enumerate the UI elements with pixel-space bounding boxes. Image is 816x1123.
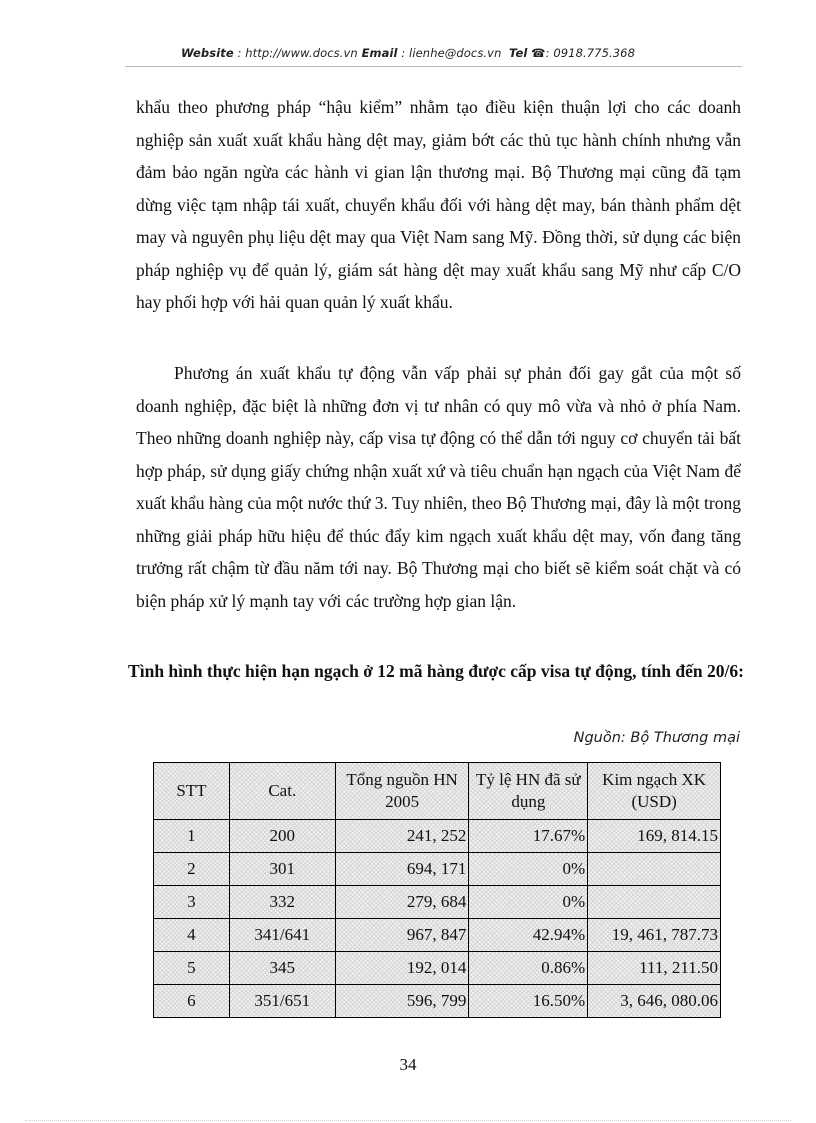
cell-cat: 301 [229,853,335,886]
cell-rate: 17.67% [469,820,588,853]
cell-stt: 4 [154,919,230,952]
cell-stt: 3 [154,886,230,919]
cell-rate: 0% [469,853,588,886]
header-cell: Tổng nguồn HN 2005 [335,763,469,820]
website-label: Website [180,46,234,60]
cell-total: 241, 252 [335,820,469,853]
cell-stt: 5 [154,952,230,985]
cell-value: 3, 646, 080.06 [588,985,721,1018]
cell-rate: 16.50% [469,985,588,1018]
cell-value: 111, 211.50 [588,952,721,985]
paragraph-1: khẩu theo phương pháp “hậu kiểm” nhằm tạo điều kiện thuận lợi cho các doanh nghiệp sản xuất xuất khẩu hàng dệt may, giảm bớt các thủ tục hành chính nhưng vẫn đảm bảo ngăn ngừa các hành vi gian lận thương mại. Bộ Thương mại cũng đã tạm dừng việc tạm nhập tái xuất, chuyển khẩu đối với hàng dệt may, bán thành phẩm dệt may và nguyên phụ liệu dệt may qua Việt Nam sang Mỹ. Đồng thời, sử dụng các biện pháp nghiệp vụ để quản lý, giám sát hàng dệt may xuất khẩu sang Mỹ như cấp C/O hay phối hợp với hải quan quản lý xuất khẩu. [136,97,741,312]
header-cell: Kim ngạch XK (USD) [588,763,721,820]
header-divider [125,66,742,67]
cell-cat: 341/641 [229,919,335,952]
paragraph-2: Phương án xuất khẩu tự động vẫn vấp phải sự phản đối gay gắt của một số doanh nghiệp, đặc biệt là những đơn vị tư nhân có quy mô vừa và nhỏ ở phía Nam. Theo những doanh nghiệp này, cấp visa tự động có thể dẫn tới nguy cơ chuyển tải bất hợp pháp, sử dụng giấy chứng nhận xuất xứ và tiêu chuẩn hạn ngạch của Việt Nam để xuất khẩu hàng của một nước thứ 3. Tuy nhiên, theo Bộ Thương mại, đây là một trong những giải pháp hữu hiệu để thúc đẩy kim ngạch xuất khẩu dệt may, vốn đang tăng trưởng rất chậm từ đầu năm tới nay. Bộ Thương mại cho biết sẽ kiểm soát chặt và có biện pháp xử lý mạnh tay với các trường hợp gian lận. [136,363,741,611]
cell-rate: 42.94% [469,919,588,952]
cell-cat: 200 [229,820,335,853]
tel-label: Tel [508,46,528,60]
cell-stt: 6 [154,985,230,1018]
cell-total: 694, 171 [335,853,469,886]
website-value[interactable]: : http://www.docs.vn [237,46,358,60]
page-header [0,46,816,60]
cell-stt: 2 [154,853,230,886]
cell-value: 169, 814.15 [588,820,721,853]
phone-icon: ☎ [531,46,546,60]
table-row [154,919,721,952]
cell-total: 279, 684 [335,886,469,919]
cell-total: 967, 847 [335,919,469,952]
table-row [154,952,721,985]
table-row [154,853,721,886]
cell-rate: 0.86% [469,952,588,985]
cell-cat: 332 [229,886,335,919]
cell-rate: 0% [469,886,588,919]
cell-stt: 1 [154,820,230,853]
cell-value: 19, 461, 787.73 [588,919,721,952]
email-value[interactable]: : lienhe@docs.vn [401,46,502,60]
tel-value: : 0918.775.368 [545,46,636,60]
header-cell: STT [154,763,230,820]
cell-cat: 345 [229,952,335,985]
cell-value [588,886,721,919]
table-row [154,886,721,919]
header-cell: Tỷ lệ HN đã sử dụng [469,763,588,820]
header-cell: Cat. [229,763,335,820]
footer-divider [25,1120,791,1121]
table-row [154,820,721,853]
quota-table [153,762,721,1018]
cell-value [588,853,721,886]
page-number: 34 [399,1055,417,1074]
cell-total: 192, 014 [335,952,469,985]
table-header-row [154,763,721,820]
cell-cat: 351/651 [229,985,335,1018]
email-label: Email [361,46,398,60]
cell-total: 596, 799 [335,985,469,1018]
table-row [154,985,721,1018]
table-caption: Tình hình thực hiện hạn ngạch ở 12 mã hàng được cấp visa tự động, tính đến 20/6: [128,661,744,681]
table-source: Nguồn: Bộ Thương mại [573,730,740,746]
